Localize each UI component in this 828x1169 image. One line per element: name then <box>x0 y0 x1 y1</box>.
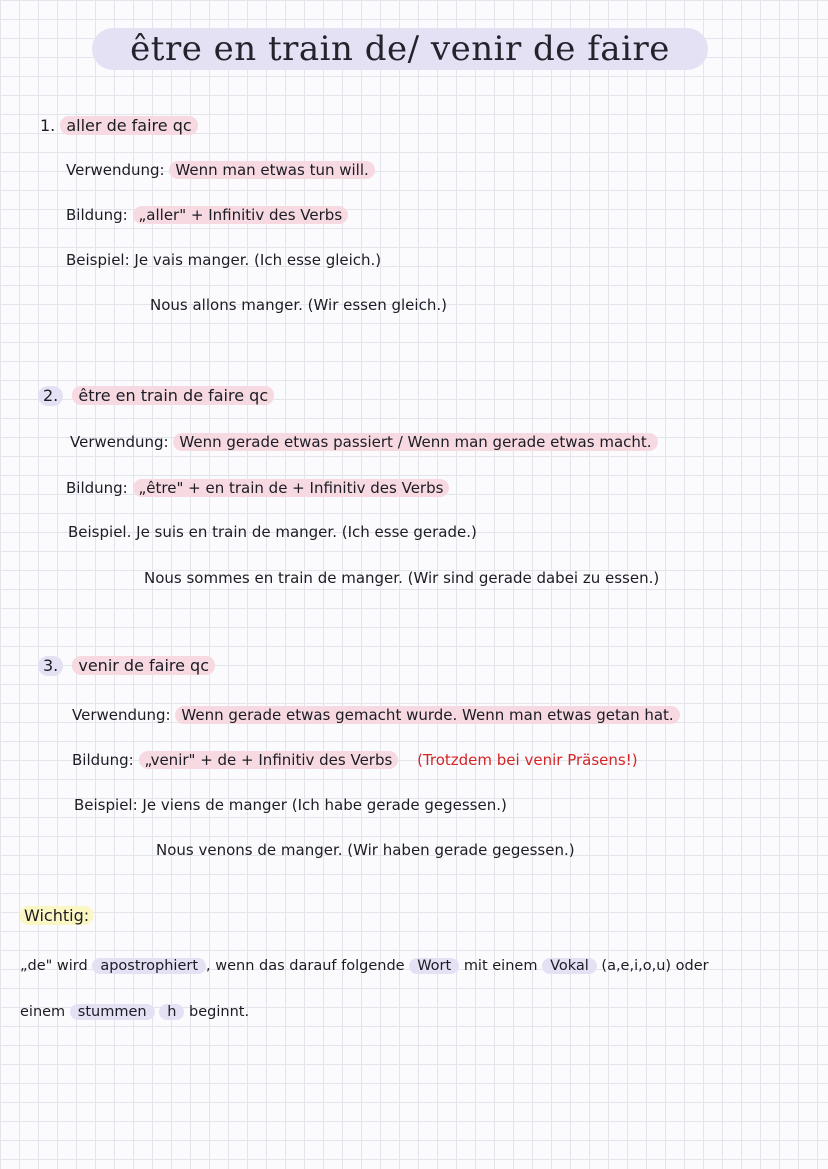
section-3-beispiel <box>74 795 507 815</box>
wichtig-line-2 <box>20 1002 249 1022</box>
section-1-beispiel <box>66 250 381 270</box>
beispiel-label: Beispiel: <box>66 251 130 269</box>
bildung-note: (Trotzdem bei venir Präsens!) <box>417 751 638 769</box>
beispiel-1: Je vais manger. (Ich esse gleich.) <box>134 251 382 269</box>
section-2-number: 2. <box>38 386 63 406</box>
section-1-title: aller de faire qc <box>60 116 197 135</box>
beispiel-label: Beispiel: <box>74 796 138 814</box>
verwendung-text: Wenn gerade etwas gemacht wurde. Wenn man etwas getan hat. <box>175 706 679 724</box>
wichtig-post: oder <box>675 958 709 974</box>
section-3-bildung <box>72 750 638 770</box>
section-2-verwendung <box>70 432 658 452</box>
bildung-label: Bildung: <box>66 206 128 224</box>
bildung-label: Bildung: <box>66 479 128 497</box>
section-2-beispiel <box>68 522 477 542</box>
section-1-number: 1. <box>40 116 56 135</box>
verwendung-text: Wenn man etwas tun will. <box>169 161 374 179</box>
wichtig-vokal: Vokal <box>542 958 597 974</box>
wichtig-apostrophiert: apostrophiert <box>92 958 206 974</box>
section-3-heading <box>38 656 215 676</box>
section-1-bildung <box>66 205 348 225</box>
wichtig-label <box>20 906 93 926</box>
wichtig-line2-post: beginnt. <box>189 1004 250 1020</box>
wichtig-mid2: mit einem <box>463 958 538 974</box>
page-title: être en train de/ venir de faire <box>92 28 708 70</box>
wichtig-wort: Wort <box>409 958 459 974</box>
section-1-verwendung <box>66 160 375 180</box>
beispiel-1: Je viens de manger (Ich habe gerade gegessen.) <box>142 796 507 814</box>
section-2-beispiel-2: Nous sommes en train de manger. (Wir sind gerade dabei zu essen.) <box>144 569 660 587</box>
verwendung-label: Verwendung: <box>72 706 171 724</box>
verwendung-label: Verwendung: <box>66 161 165 179</box>
section-1-beispiel-2: Nous allons manger. (Wir essen gleich.) <box>150 296 447 314</box>
verwendung-text: Wenn gerade etwas passiert / Wenn man gerade etwas macht. <box>173 433 657 451</box>
beispiel-1: Je suis en train de manger. (Ich esse gerade.) <box>136 523 477 541</box>
wichtig-h: h <box>159 1004 184 1020</box>
section-2-bildung <box>66 478 449 498</box>
section-3-verwendung <box>72 705 680 725</box>
section-3-title: venir de faire qc <box>72 656 215 675</box>
section-2-heading <box>38 386 274 406</box>
section-3-number: 3. <box>38 656 63 676</box>
bildung-text: „venir" + de + Infinitiv des Verbs <box>139 751 399 769</box>
bildung-text: „être" + en train de + Infinitiv des Verbs <box>133 479 450 497</box>
bildung-label: Bildung: <box>72 751 134 769</box>
wichtig-pre: „de" wird <box>20 958 88 974</box>
section-3-beispiel-2: Nous venons de manger. (Wir haben gerade gegessen.) <box>156 841 575 859</box>
bildung-text: „aller" + Infinitiv des Verbs <box>133 206 349 224</box>
wichtig-heading: Wichtig: <box>20 906 93 925</box>
wichtig-line-1 <box>20 956 709 976</box>
wichtig-line2-pre: einem <box>20 1004 66 1020</box>
wichtig-mid: , wenn das darauf folgende <box>206 958 405 974</box>
beispiel-label: Beispiel. <box>68 523 132 541</box>
section-1-heading <box>40 116 198 136</box>
verwendung-label: Verwendung: <box>70 433 169 451</box>
wichtig-stummen: stummen <box>70 1004 155 1020</box>
wichtig-vowels: (a,e,i,o,u) <box>601 958 672 974</box>
section-2-title: être en train de faire qc <box>72 386 274 405</box>
